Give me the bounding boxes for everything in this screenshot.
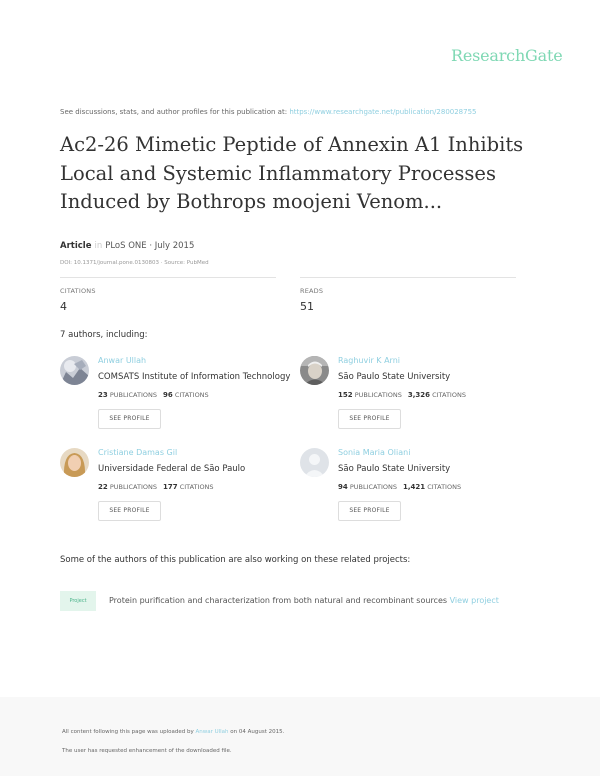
project-item [109,596,499,605]
project-badge: Project [60,591,96,611]
author-name[interactable]: Sonia Maria Oliani [338,448,411,457]
publications-label: PUBLICATIONS [109,483,157,491]
publications-count: 23 [98,391,108,399]
footer [0,697,600,776]
author-stats [98,483,214,491]
see-profile-button[interactable]: SEE PROFILE [338,409,401,429]
divider-citations [60,277,276,278]
reads-count: 51 [300,300,314,313]
author-institution: Universidade Federal de São Paulo [98,464,246,474]
default-avatar-icon [300,448,329,477]
author-institution: São Paulo State University [338,372,451,382]
publications-label: PUBLICATIONS [109,391,157,399]
uploader-link[interactable]: Anwar Ullah [195,729,229,735]
avatar[interactable] [60,448,89,477]
citations-count: 4 [60,300,67,313]
discussion-text: See discussions, stats, and author profiles for this publication at: [60,108,290,116]
publications-count: 22 [98,483,108,491]
author-stats [338,391,466,399]
upload-date: on 04 August 2015. [228,729,285,735]
avatar-photo-icon [300,356,329,385]
citations-count: 3,326 [407,391,431,399]
divider-reads [300,277,516,278]
citations-count: 96 [162,391,173,399]
author-name[interactable]: Cristiane Damas Gil [98,448,178,457]
see-profile-button[interactable]: SEE PROFILE [338,501,401,521]
author-card [300,448,540,528]
avatar[interactable] [300,356,329,385]
publications-label: PUBLICATIONS [354,391,402,399]
author-name[interactable]: Raghuvir K Arni [338,356,400,365]
upload-notice [62,729,284,735]
author-institution: COMSATS Institute of Information Technology [98,372,291,382]
publication-title: Ac2-26 Mimetic Peptide of Annexin A1 Inhibits Local and Systemic Inflammatory Processes Induced by Bothrops moojeni Venom... [60,133,524,213]
author-stats [98,391,209,399]
publication-link[interactable]: https://www.researchgate.net/publication/280028755 [289,108,477,116]
upload-prefix: All content following this page was uploaded by [62,729,196,735]
researchgate-logo[interactable]: ResearchGate [451,46,563,65]
avatar[interactable] [60,356,89,385]
project-title: Protein purification and characterization from both natural and recombinant sources [109,596,450,605]
publication-meta [60,241,194,251]
view-project-link[interactable]: View project [449,596,499,605]
meta-separator: in [94,241,103,251]
doi-line: DOI: 10.1371/journal.pone.0130803 · Source: PubMed [60,260,209,266]
citations-label: CITATIONS [432,391,466,399]
see-profile-button[interactable]: SEE PROFILE [98,501,161,521]
publications-count: 94 [338,483,348,491]
avatar-photo-icon [60,356,89,385]
authors-heading: 7 authors, including: [60,330,148,340]
author-institution: São Paulo State University [338,464,451,474]
author-card [60,356,300,436]
reads-label: READS [300,287,324,295]
citations-count: 1,421 [402,483,426,491]
enhancement-notice: The user has requested enhancement of the downloaded file. [62,748,232,754]
author-card [300,356,540,436]
discussion-notice [60,108,477,116]
author-card [60,448,300,528]
avatar[interactable] [300,448,329,477]
citations-label: CITATIONS [60,287,96,295]
publications-count: 152 [338,391,353,399]
related-projects-heading: Some of the authors of this publication are also working on these related projects: [60,555,411,565]
publications-label: PUBLICATIONS [349,483,397,491]
publication-type: Article [60,241,92,251]
author-name[interactable]: Anwar Ullah [98,356,147,365]
citations-label: CITATIONS [179,483,214,491]
citations-label: CITATIONS [427,483,462,491]
citations-count: 177 [162,483,178,491]
avatar-photo-icon [60,448,89,477]
citations-label: CITATIONS [174,391,209,399]
author-stats [338,483,461,491]
see-profile-button[interactable]: SEE PROFILE [98,409,161,429]
publication-source: PLoS ONE · July 2015 [105,241,195,251]
